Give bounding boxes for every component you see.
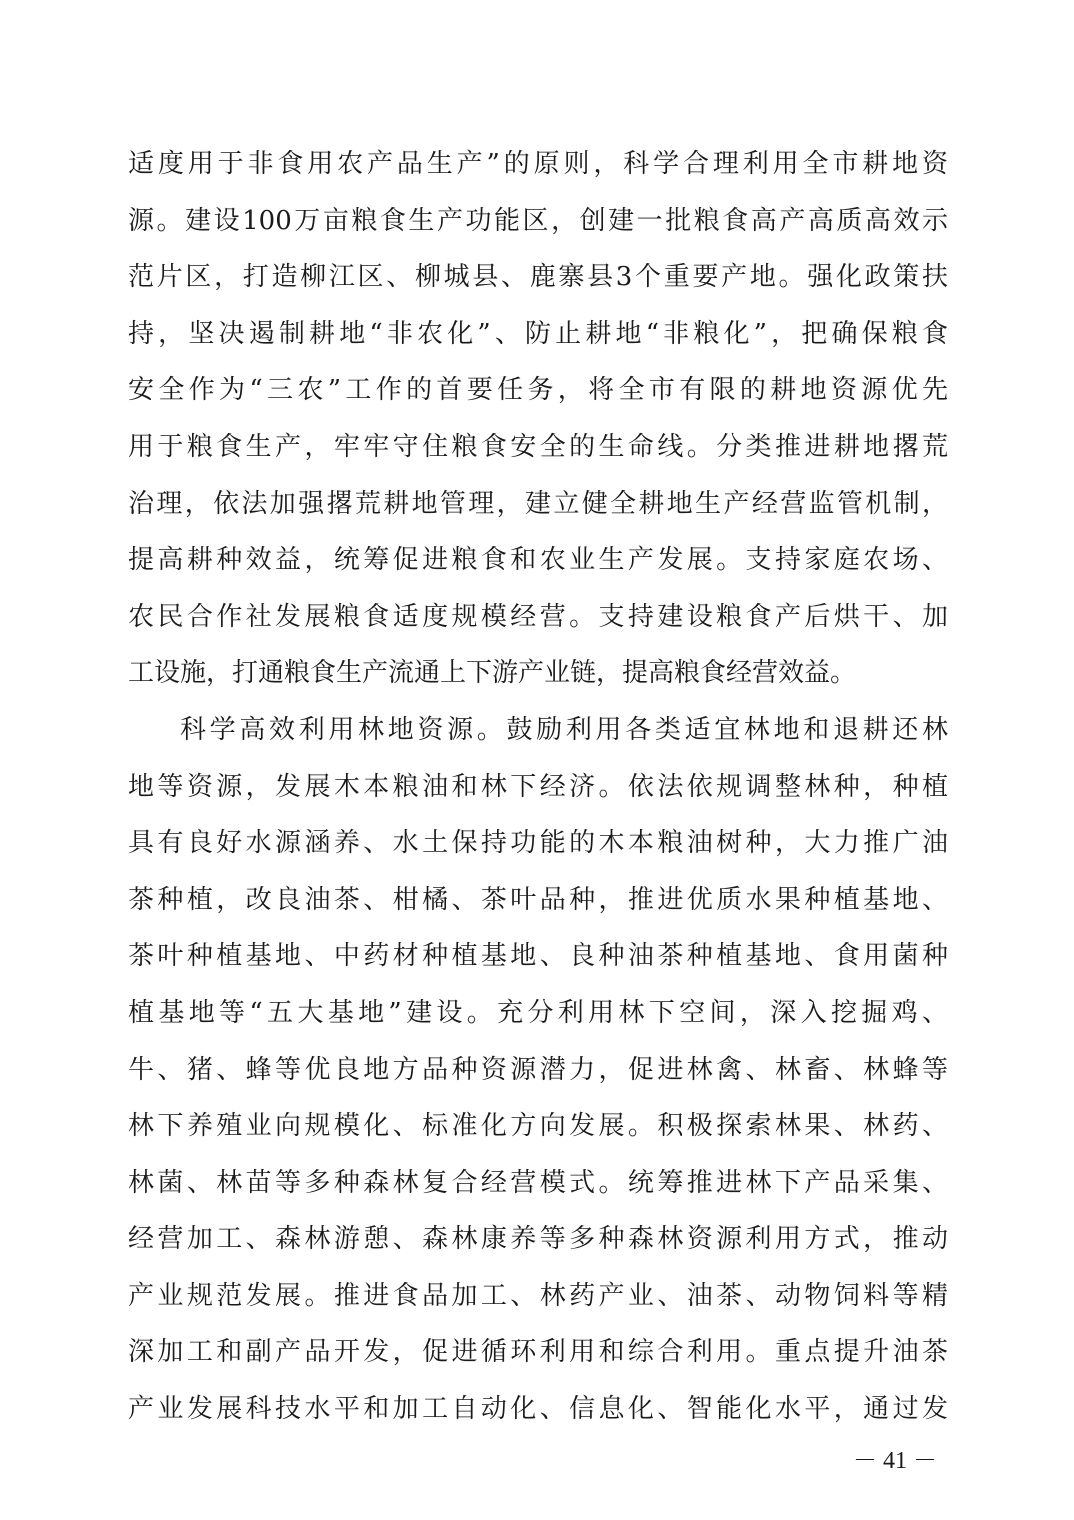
text-line: 具有良好水源涵养、水土保持功能的木本粮油树种，大力推广油	[128, 828, 948, 859]
text-line: 持，坚决遏制耕地“非农化”、防止耕地“非粮化”，把确保粮食	[128, 318, 948, 349]
text-line: 深加工和副产品开发，促进循环利用和综合利用。重点提升油茶	[128, 1337, 948, 1368]
text-line: 茶叶种植基地、中药材种植基地、良种油茶种植基地、食用菌种	[128, 941, 948, 972]
body-text	[128, 136, 948, 1438]
text-line: 农民合作社发展粮食适度规模经营。支持建设粮食产后烘干、加	[128, 601, 948, 632]
text-line: 林下养殖业向规模化、标准化方向发展。积极探索林果、林药、	[128, 1111, 948, 1142]
page-number: － 41 －	[853, 1448, 937, 1474]
text-line: 工设施，打通粮食生产流通上下游产业链，提高粮食经营效益。	[128, 658, 857, 689]
text-line: 范片区，打造柳江区、柳城县、鹿寨县3个重要产地。强化政策扶	[128, 262, 948, 293]
text-line: 用于粮食生产，牢牢守住粮食安全的生命线。分类推进耕地撂荒	[128, 431, 948, 462]
text-line: 产业发展科技水平和加工自动化、信息化、智能化水平，通过发	[128, 1394, 948, 1425]
text-line: 源。建设100万亩粮食生产功能区，创建一批粮食高产高质高效示	[128, 205, 948, 236]
text-line: 适度用于非食用农产品生产”的原则，科学合理利用全市耕地资	[128, 149, 948, 179]
text-line: 植基地等“五大基地”建设。充分利用林下空间，深入挖掘鸡、	[128, 997, 948, 1028]
text-line: 经营加工、森林游憩、森林康养等多种森林资源利用方式，推动	[128, 1224, 948, 1255]
paragraph-first-line: 科学高效利用林地资源。鼓励利用各类适宜林地和退耕还林	[180, 714, 948, 745]
text-line: 提高耕种效益，统筹促进粮食和农业生产发展。支持家庭农场、	[128, 545, 948, 576]
text-line: 安全作为“三农”工作的首要任务，将全市有限的耕地资源优先	[128, 375, 948, 406]
text-line: 治理，依法加强撂荒耕地管理，建立健全耕地生产经营监管机制，	[128, 488, 948, 519]
text-line: 产业规范发展。推进食品加工、林药产业、油茶、动物饲料等精	[128, 1280, 948, 1311]
text-line: 林菌、林苗等多种森林复合经营模式。统筹推进林下产品采集、	[128, 1167, 948, 1198]
text-line: 地等资源，发展木本粮油和林下经济。依法依规调整林种，种植	[128, 771, 948, 802]
text-line: 茶种植，改良油茶、柑橘、茶叶品种，推进优质水果种植基地、	[128, 884, 948, 915]
text-line: 牛、猪、蜂等优良地方品种资源潜力，促进林禽、林畜、林蜂等	[128, 1054, 948, 1085]
